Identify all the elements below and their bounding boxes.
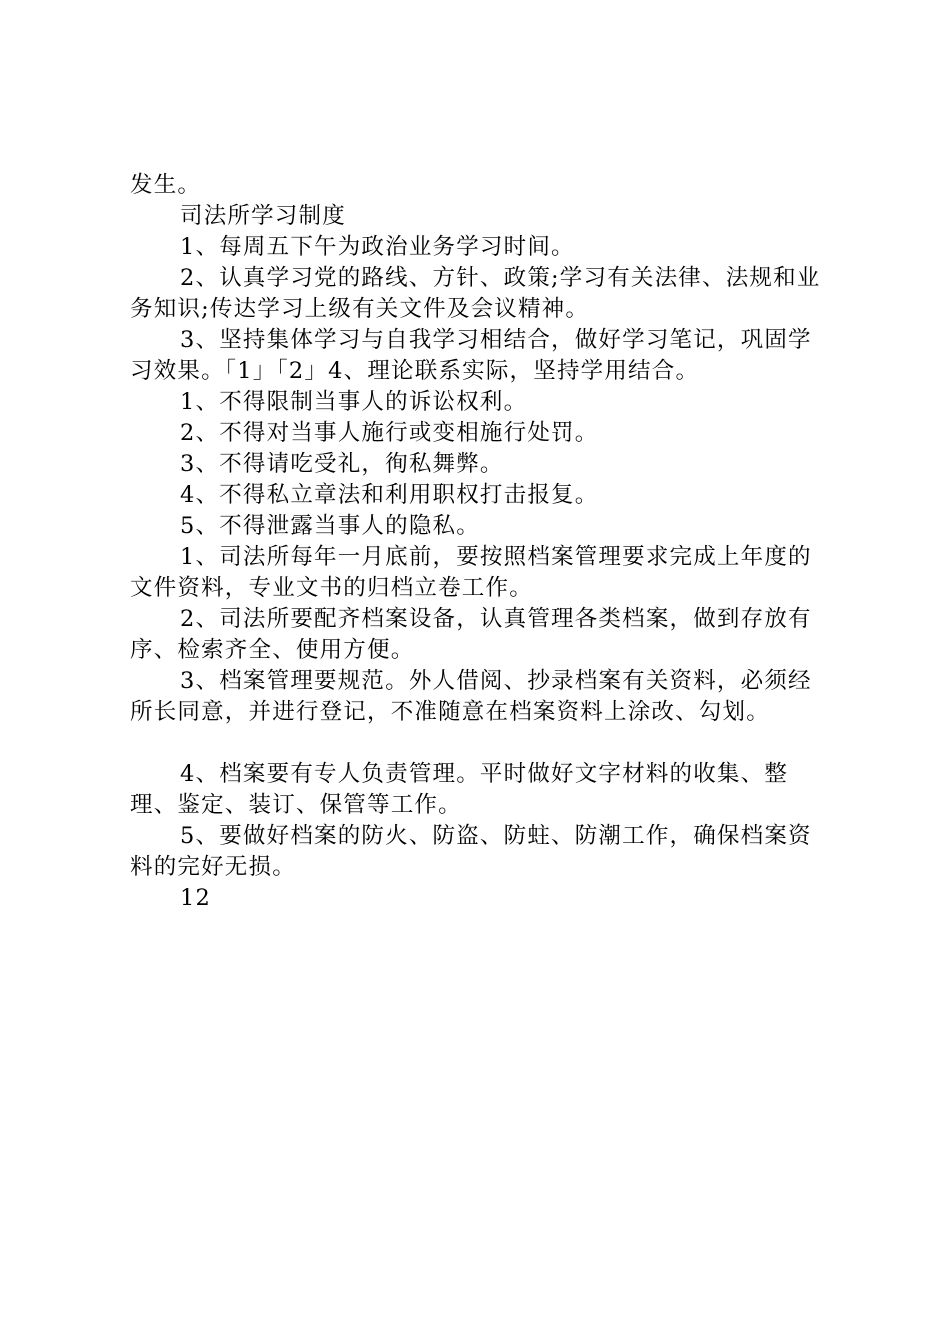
paragraph-5: 3、坚持集体学习与自我学习相结合，做好学习笔记，巩固学习效果。「1」「2」4、理论联系实际，坚持学用结合。 (130, 327, 812, 384)
paragraph-7: 2、不得对当事人施行或变相施行处罚。 (180, 420, 599, 446)
paragraph-gap (130, 728, 830, 759)
paragraph-9: 4、不得私立章法和利用职权打击报复。 (180, 482, 599, 508)
paragraph-4: 2、认真学习党的路线、方针、政策;学习有关法律、法规和业务知识;传达学习上级有关文件及会议精神。 (130, 265, 821, 322)
paragraph-12: 2、司法所要配齐档案设备，认真管理各类档案，做到存放有序、检索齐全、使用方便。 (130, 606, 812, 663)
paragraph-15: 5、要做好档案的防火、防盗、防蛀、防潮工作，确保档案资料的完好无损。 (130, 823, 812, 880)
paragraph-6: 1、不得限制当事人的诉讼权利。 (180, 389, 528, 415)
page-number: 12 (180, 885, 212, 911)
paragraph-1: 发生。 (130, 172, 202, 198)
paragraph-14: 4、档案要有专人负责管理。平时做好文字材料的收集、整理、鉴定、装订、保管等工作。 (130, 761, 789, 818)
paragraph-11: 1、司法所每年一月底前，要按照档案管理要求完成上年度的文件资料，专业文书的归档立卷工作。 (130, 544, 812, 601)
section-title: 司法所学习制度 (180, 203, 346, 229)
paragraph-10: 5、不得泄露当事人的隐私。 (180, 513, 480, 539)
paragraph-3: 1、每周五下午为政治业务学习时间。 (180, 234, 575, 260)
paragraph-13: 3、档案管理要规范。外人借阅、抄录档案有关资料，必须经所长同意，并进行登记，不准随意在档案资料上涂改、勾划。 (130, 668, 812, 725)
document-body (130, 170, 830, 914)
paragraph-8: 3、不得请吃受礼，徇私舞弊。 (180, 451, 504, 477)
